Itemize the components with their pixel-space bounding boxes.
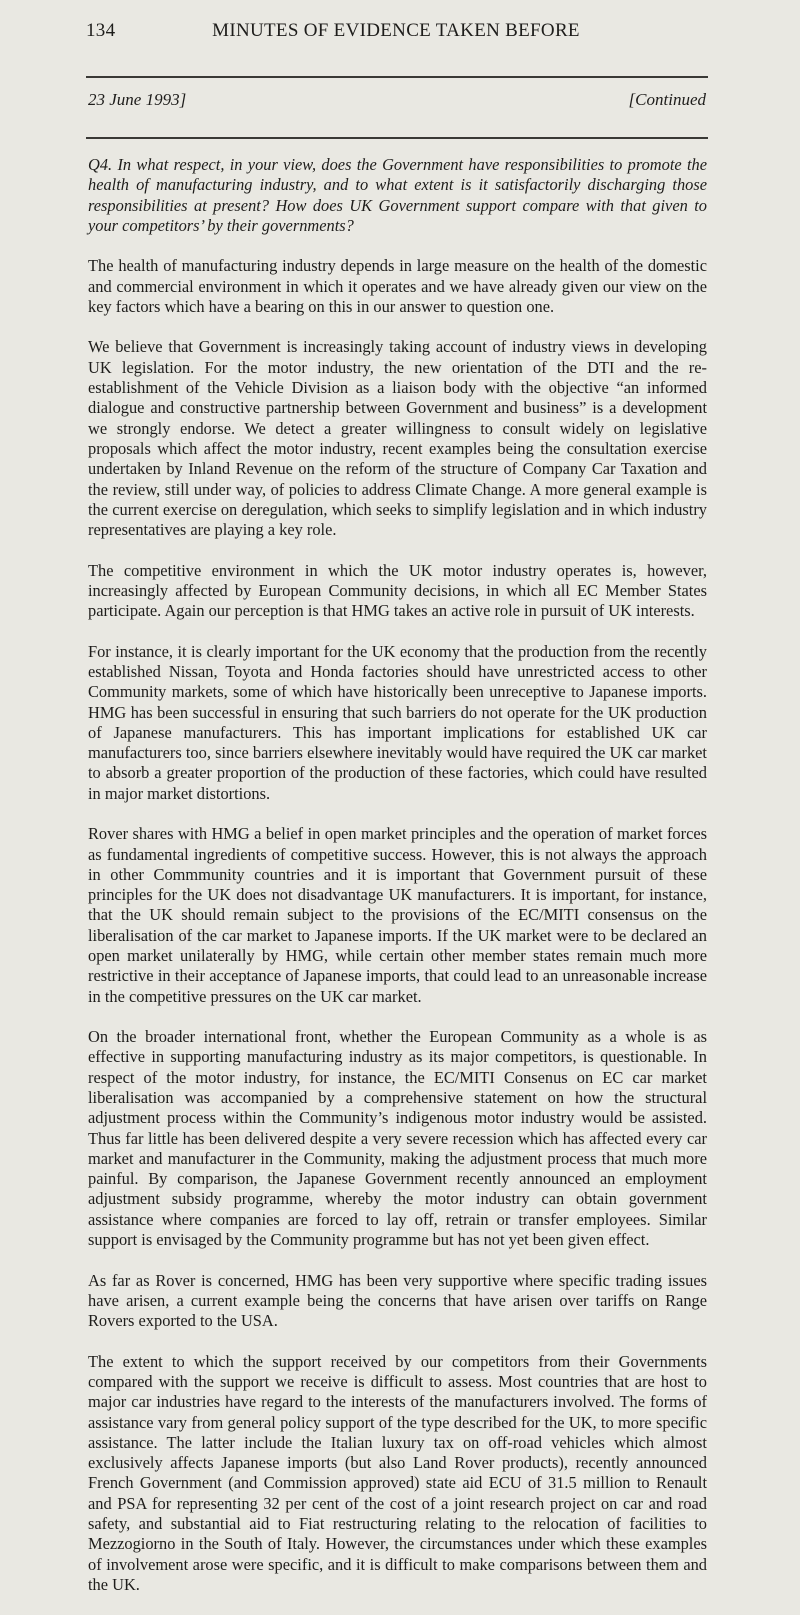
running-title: MINUTES OF EVIDENCE TAKEN BEFORE: [212, 20, 580, 41]
paragraph-2: We believe that Government is increasingly taking account of industry views in developing UK legislation. For the motor industry, the new orientation of the DTI and the re-establishment of the Vehicle Division as a liaison body with the objective “an informed dialogue and constructive partnership between Government and business” is a development we strongly endorse. We detect a greater willingness to consult widely on legislative proposals which affect the motor industry, recent examples being the consultation exercise undertaken by Inland Revenue on the reform of the structure of Company Car Taxation and the review, still under way, of policies to address Climate Change. A more general example is the current exercise on deregulation, which seeks to simplify legislation and in which industry representatives are playing a key role.: [88, 337, 707, 540]
paragraph-5: Rover shares with HMG a belief in open market principles and the operation of market forces as fundamental ingredients of competitive success. However, this is not always the approach in other Commmunity countries and it is important that Government pursuit of these principles for the UK does not disadvantage UK manufacturers. It is important, for instance, that the UK should remain subject to the provisions of the EC/MITI consensus on the liberalisation of the car market to Japanese imports. If the UK market were to be declared an open market unilaterally by HMG, while certain other member states remain much more restrictive in their acceptance of Japanese imports, that could lead to an unreasonable increase in the competitive pressures on the UK car market.: [88, 824, 707, 1006]
paragraph-8: The extent to which the support received by our competitors from their Governments compared with the support we receive is difficult to assess. Most countries that are host to major car industries have regard to the interests of the manufacturers involved. The forms of assistance vary from general policy support of the type described for the UK, to more specific assistance. The latter include the Italian luxury tax on off-road vehicles which almost exclusively affects Japanese imports (but also Land Rover products), recently announced French Government (and Commission approved) state aid ECU of 31.5 million to Renault and PSA for representing 32 per cent of the cost of a joint research project on car and road safety, and substantial aid to Fiat restructuring relating to the relocation of facilities to Mezzogiorno in the South of Italy. However, the circumstances under which these examples of involvement arose were specific, and it is difficult to make comparisons between them and the UK.: [88, 1351, 707, 1594]
header-rule-top: [86, 76, 708, 78]
paragraph-6: On the broader international front, whether the European Community as a whole is as effective in supporting manufacturing industry as its major competitors, is questionable. In respect of the motor industry, for instance, the EC/MITI Consenus on EC car market liberalisation was accompanied by a comprehensive statement on how the structural adjustment process within the Community’s indigenous motor industry would be assisted. Thus far little has been delivered despite a very severe recession which has affected every car market and manufacturer in the Community, making the adjustment process that much more painful. By comparison, the Japanese Government recently announced an employment adjustment subsidy programme, whereby the motor industry can obtain government assistance where companies are forced to lay off, retrain or transfer employees. Similar support is envisaged by the Community programme but has not yet been given effect.: [88, 1027, 707, 1250]
header-rule-bottom: [86, 137, 708, 139]
session-date: 23 June 1993]: [88, 90, 187, 109]
page-number: 134: [86, 20, 116, 41]
paragraph-7: As far as Rover is concerned, HMG has been very supportive where specific trading issues have arisen, a current example being the concerns that have arisen over tariffs on Range Rovers exported to the USA.: [88, 1270, 707, 1331]
body-text: [88, 155, 707, 1615]
paragraph-1: The health of manufacturing industry depends in large measure on the health of the domestic and commercial environment in which it operates and we have already given our view on the key factors which have a bearing on this in our answer to question one.: [88, 256, 707, 316]
paragraph-4: For instance, it is clearly important for the UK economy that the production from the recently established Nissan, Toyota and Honda factories should have unrestricted access to other Community markets, some of which have historically been unreceptive to Japanese imports. HMG has been successful in ensuring that such barriers do not operate for the UK production of Japanese manufacturers. This has important implications for established UK car manufacturers too, since barriers elsewhere inevitably would have required the UK car market to absorb a greater proportion of the production of these factories, which could have resulted in major market distortions.: [88, 641, 707, 803]
question-q4: Q4. In what respect, in your view, does the Government have responsibilities to promote the health of manufacturing industry, and to what extent is it satisfactorily discharging those responsibilities at present? How does UK Government support compare with that given to your competitors’ by their governments?: [88, 155, 707, 235]
paragraph-3: The competitive environment in which the UK motor industry operates is, however, increasingly affected by European Community decisions, in which all EC Member States participate. Again our perception is that HMG takes an active role in pursuit of UK interests.: [88, 560, 707, 621]
continued-label: [Continued: [628, 90, 706, 109]
